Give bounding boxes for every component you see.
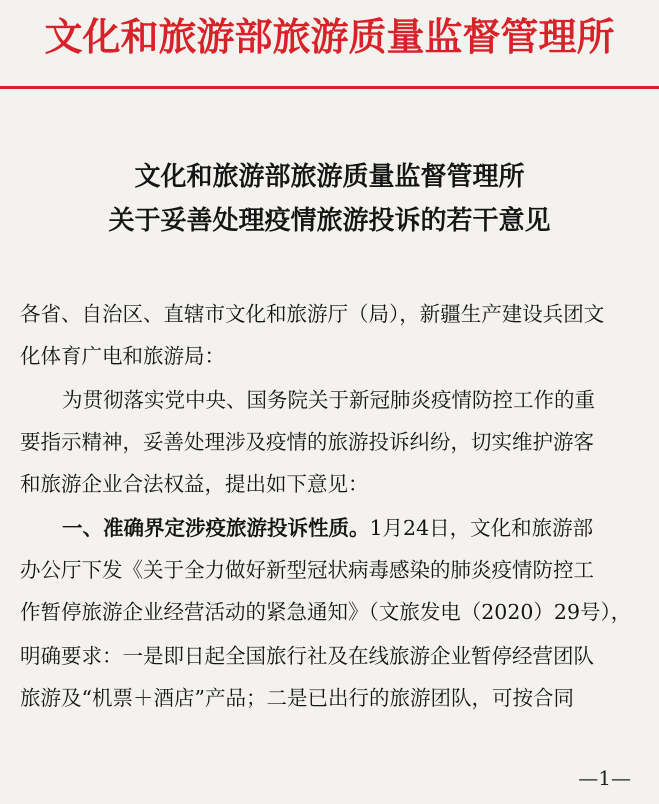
body-paragraph-1-line-2: 要指示精神，妥善处理涉及疫情的旅游投诉纠纷，切实维护游客: [20, 430, 594, 454]
section-1-first-line: [62, 510, 642, 546]
section-1-line-3: 作暂停旅游企业经营活动的紧急通知》（文旅发电（2020）29号），: [20, 600, 632, 624]
body-paragraph-1-line-3: 和旅游企业合法权益，提出如下意见：: [20, 472, 369, 496]
letterhead-red-rule: [0, 86, 659, 89]
body-line-addressee-2: 化体育广电和旅游局：: [20, 344, 225, 368]
letterhead-org-name: 文化和旅游部旅游质量监督管理所: [44, 14, 615, 59]
body-line-addressee-1: 各省、自治区、直辖市文化和旅游厅（局），新疆生产建设兵团文: [20, 302, 605, 326]
document-title-line-2: 关于妥善处理疫情旅游投诉的若干意见: [108, 206, 551, 236]
body-paragraph-1-line-1: 为贯彻落实党中央、国务院关于新冠肺炎疫情防控工作的重: [62, 388, 595, 412]
section-1-line-5: 旅游及“机票＋酒店”产品；二是已出行的旅游团队，可按合同: [20, 686, 574, 710]
section-1-line-2: 办公厅下发《关于全力做好新型冠状病毒感染的肺炎疫情防控工: [20, 558, 594, 582]
document-title-line-1: 文化和旅游部旅游质量监督管理所: [134, 162, 525, 192]
page-number: —1—: [578, 766, 631, 790]
section-1-line-4: 明确要求：一是即日起全国旅行社及在线旅游企业暂停经营团队: [20, 644, 594, 668]
section-1-line-1: 1月24日，文化和旅游部: [369, 516, 594, 540]
section-1-heading: 一、准确界定涉疫旅游投诉性质。: [62, 516, 370, 540]
